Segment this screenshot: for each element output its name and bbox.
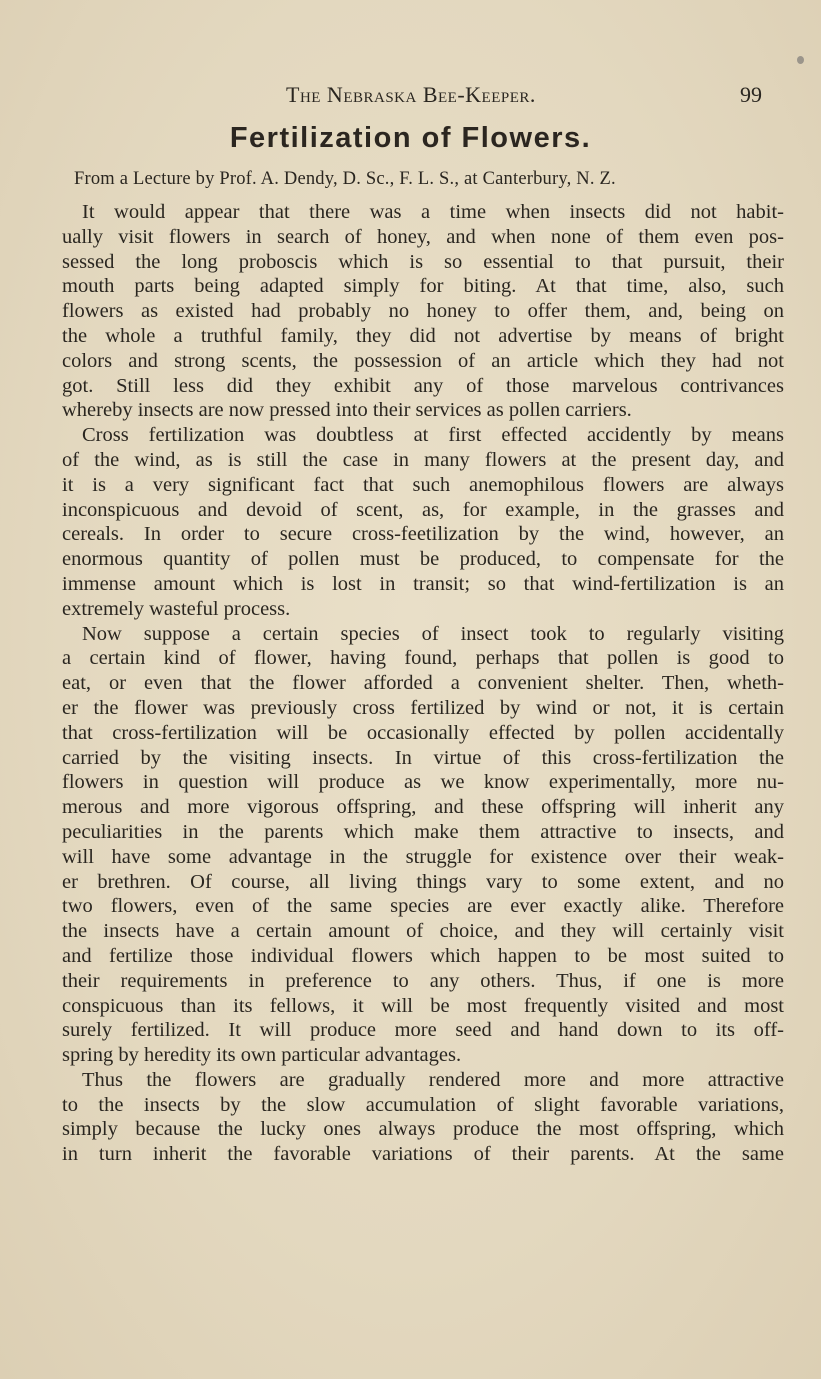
- text-line: carried by the visiting insects. In virtue of this cross-fertilization the: [62, 746, 784, 769]
- text-line: er the flower was previously cross fertilized by wind or not, it is certain: [62, 696, 784, 719]
- text-line: got. Still less did they exhibit any of those marvelous contrivances: [62, 374, 784, 397]
- text-line: peculiarities in the parents which make them attractive to insects, and: [62, 820, 784, 843]
- running-head: [286, 82, 762, 116]
- running-title: The Nebraska Bee-Keeper.: [286, 82, 536, 107]
- text-line: Cross fertilization was doubtless at first effected accidently by means: [82, 424, 784, 447]
- text-line: immense amount which is lost in transit; so that wind-fertilization is an: [62, 572, 784, 595]
- text-line: a certain kind of flower, having found, perhaps that pollen is good to: [62, 647, 784, 670]
- text-line: that cross-fertilization will be occasionally effected by pollen accidentally: [62, 721, 784, 744]
- text-line: Now suppose a certain species of insect took to regularly visiting: [82, 622, 784, 645]
- text-line: the whole a truthful family, they did not advertise by means of bright: [62, 324, 784, 347]
- text-line: to the insects by the slow accumulation of slight favorable variations,: [62, 1093, 784, 1116]
- text-line: will have some advantage in the struggle for existence over their weak-: [62, 845, 784, 868]
- text-line: their requirements in preference to any others. Thus, if one is more: [62, 969, 784, 992]
- page-number: 99: [740, 82, 762, 107]
- text-line: er brethren. Of course, all living things vary to some extent, and no: [62, 870, 784, 893]
- text-line: whereby insects are now pressed into their services as pollen carriers.: [62, 399, 632, 422]
- text-line: and fertilize those individual flowers which happen to be most suited to: [62, 944, 784, 967]
- text-line: enormous quantity of pollen must be produced, to compensate for the: [62, 548, 784, 571]
- article-body: [62, 200, 784, 1167]
- ink-speck: [797, 56, 804, 64]
- text-line: flowers as existed had probably no honey to offer them, and, being on: [62, 300, 784, 323]
- text-line: the insects have a certain amount of choice, and they will certainly visit: [62, 920, 784, 943]
- byline: From a Lecture by Prof. A. Dendy, D. Sc., F. L. S., at Canterbury, N. Z.: [74, 169, 616, 189]
- text-line: eat, or even that the flower afforded a convenient shelter. Then, wheth-: [62, 672, 784, 695]
- text-line: cereals. In order to secure cross-feetilization by the wind, however, an: [62, 523, 784, 546]
- text-line: ually visit flowers in search of honey, and when none of them even pos-: [62, 225, 784, 248]
- text-line: simply because the lucky ones always produce the most offspring, which: [62, 1118, 784, 1141]
- text-line: colors and strong scents, the possession of an article which they had not: [62, 349, 784, 372]
- text-line: of the wind, as is still the case in many flowers at the present day, and: [62, 448, 784, 471]
- text-line: it is a very significant fact that such anemophilous flowers are always: [62, 473, 784, 496]
- text-line: merous and more vigorous offspring, and these offspring will inherit any: [62, 796, 784, 819]
- text-line: two flowers, even of the same species are ever exactly alike. Therefore: [62, 895, 784, 918]
- text-line: in turn inherit the favorable variations of their parents. At the same: [62, 1143, 784, 1166]
- text-line: flowers in question will produce as we know experimentally, more nu-: [62, 771, 784, 794]
- text-line: Thus the flowers are gradually rendered more and more attractive: [82, 1068, 784, 1091]
- text-line: spring by heredity its own particular advantages.: [62, 1044, 462, 1067]
- text-line: It would appear that there was a time when insects did not habit-: [82, 201, 784, 223]
- text-line: extremely wasteful process.: [62, 597, 291, 620]
- text-line: surely fertilized. It will produce more seed and hand down to its off-: [62, 1019, 784, 1042]
- article-title: Fertilization of Flowers.: [229, 122, 592, 154]
- text-line: sessed the long proboscis which is so essential to that pursuit, their: [62, 250, 784, 273]
- text-line: mouth parts being adapted simply for biting. At that time, also, such: [62, 275, 784, 298]
- text-line: inconspicuous and devoid of scent, as, for example, in the grasses and: [62, 498, 784, 521]
- text-line: conspicuous than its fellows, it will be most frequently visited and most: [62, 994, 784, 1017]
